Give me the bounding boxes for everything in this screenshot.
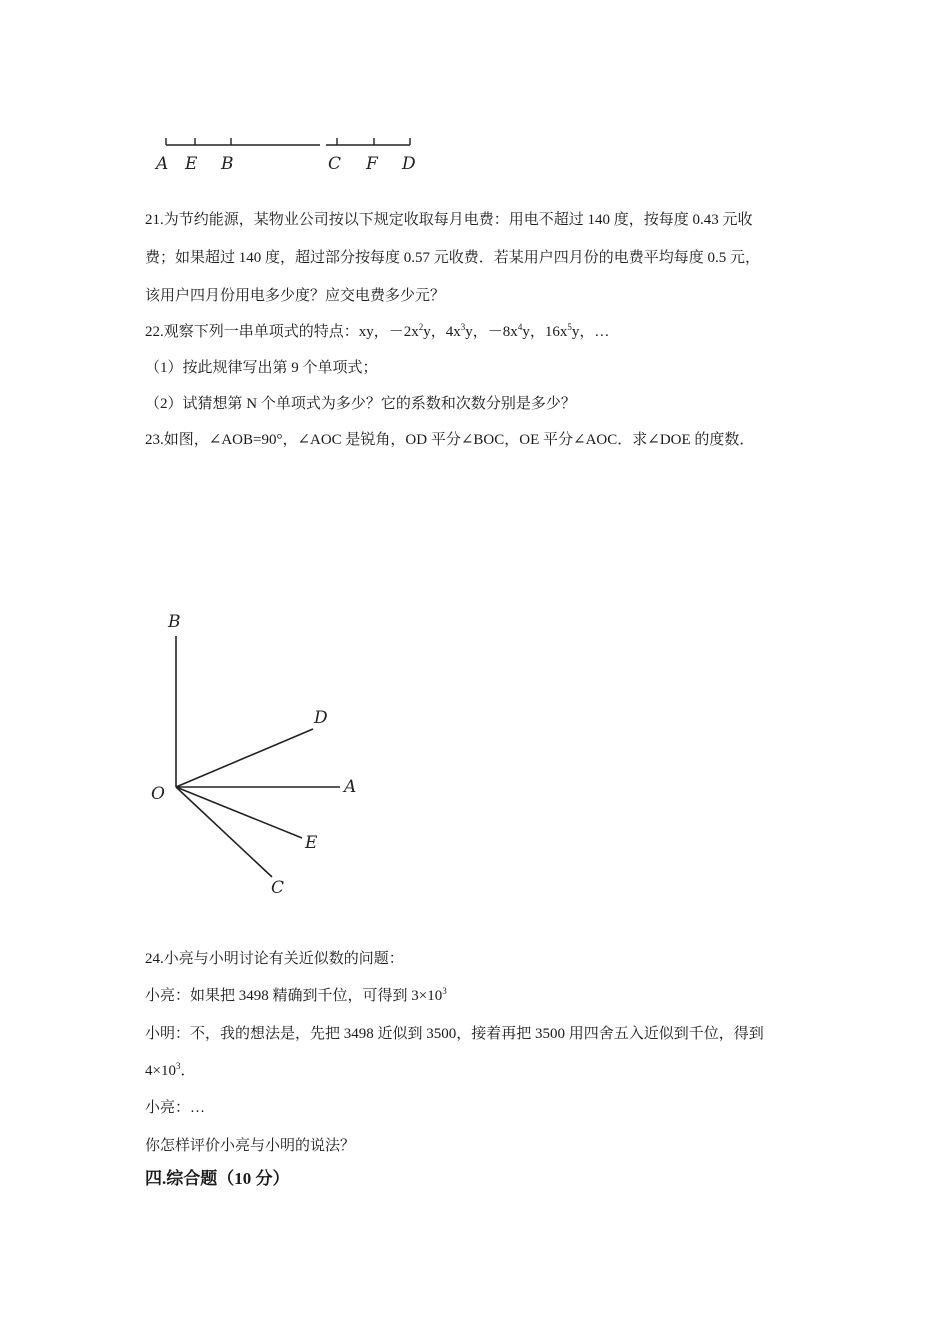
- q24-ask: 你怎样评价小亮与小明的说法？: [145, 1138, 356, 1154]
- q24-xiaoming-line2: [145, 1061, 195, 1081]
- q22-term5: y，…: [571, 324, 610, 340]
- q22-term4: y，16x: [522, 324, 568, 340]
- q21-line2: 费；如果超过 140 度，超过部分按每度 0.57 元收费．若某用户四月份的电费平均每度 0.5 元，: [145, 250, 761, 266]
- label-angle-O: O: [151, 784, 165, 804]
- label-angle-B: B: [168, 612, 181, 632]
- label-F: F: [366, 154, 378, 174]
- q22-exp3: 4: [517, 322, 523, 332]
- q24-intro: 24.小亮与小明讨论有关近似数的问题：: [145, 951, 404, 967]
- label-A: A: [156, 154, 169, 174]
- label-D: D: [402, 154, 416, 174]
- q21-line1: 21.为节约能源，某物业公司按以下规定收取每月电费：用电不超过 140 度，按每度 0.43 元收: [145, 212, 753, 228]
- q24-xm2-exp: 3: [175, 1061, 181, 1071]
- q22-term1: xy，－2x: [358, 324, 419, 340]
- q22-term3: y，－8x: [465, 324, 518, 340]
- q24-xiaoliang-2: 小亮：…: [145, 1100, 206, 1116]
- q24-xm2-end: ．: [180, 1063, 196, 1079]
- q24-xl1-exp: 3: [442, 986, 447, 996]
- ray-OD: [176, 729, 313, 787]
- label-angle-C: C: [271, 878, 285, 898]
- q22-intro: 22.观察下列一串单项式的特点：: [145, 324, 359, 340]
- ray-OE: [176, 787, 302, 838]
- q24-xiaoming-line1: 小明：不，我的想法是，先把 3498 近似到 3500，接着再把 3500 用四舍五入近似到千位，得到: [145, 1026, 764, 1042]
- label-B: B: [221, 154, 234, 174]
- q22-exp2: 3: [460, 322, 466, 332]
- label-E: E: [185, 154, 198, 174]
- q22-exp4: 5: [567, 322, 572, 332]
- q21-line3: 该用户四月份用电多少度？应交电费多少元？: [145, 288, 446, 304]
- q22-exp1: 2: [418, 322, 424, 332]
- label-C: C: [328, 154, 342, 174]
- q23-text: 23.如图，∠AOB=90°，∠AOC 是锐角，OD 平分∠BOC，OE 平分∠AOC．求∠DOE 的度数．: [145, 432, 755, 448]
- q22-intro-line: [145, 322, 609, 342]
- ray-OC: [176, 787, 272, 877]
- q24-xm2-text: 4×10: [145, 1063, 176, 1079]
- label-angle-A: A: [344, 777, 357, 797]
- label-angle-D: D: [314, 708, 328, 728]
- section-title: 四.综合题（10 分）: [145, 1169, 290, 1188]
- q24-xl1-text: 小亮：如果把 3498 精确到千位，可得到 3×10: [145, 988, 443, 1004]
- q22-part2: （2）试猜想第 N 个单项式为多少？它的系数和次数分别是多少？: [145, 396, 576, 412]
- q22-term2: y，4x: [423, 324, 461, 340]
- label-angle-E: E: [305, 833, 318, 853]
- q22-part1: （1）按此规律写出第 9 个单项式；: [145, 360, 378, 376]
- q24-xiaoliang-1: [145, 986, 447, 1006]
